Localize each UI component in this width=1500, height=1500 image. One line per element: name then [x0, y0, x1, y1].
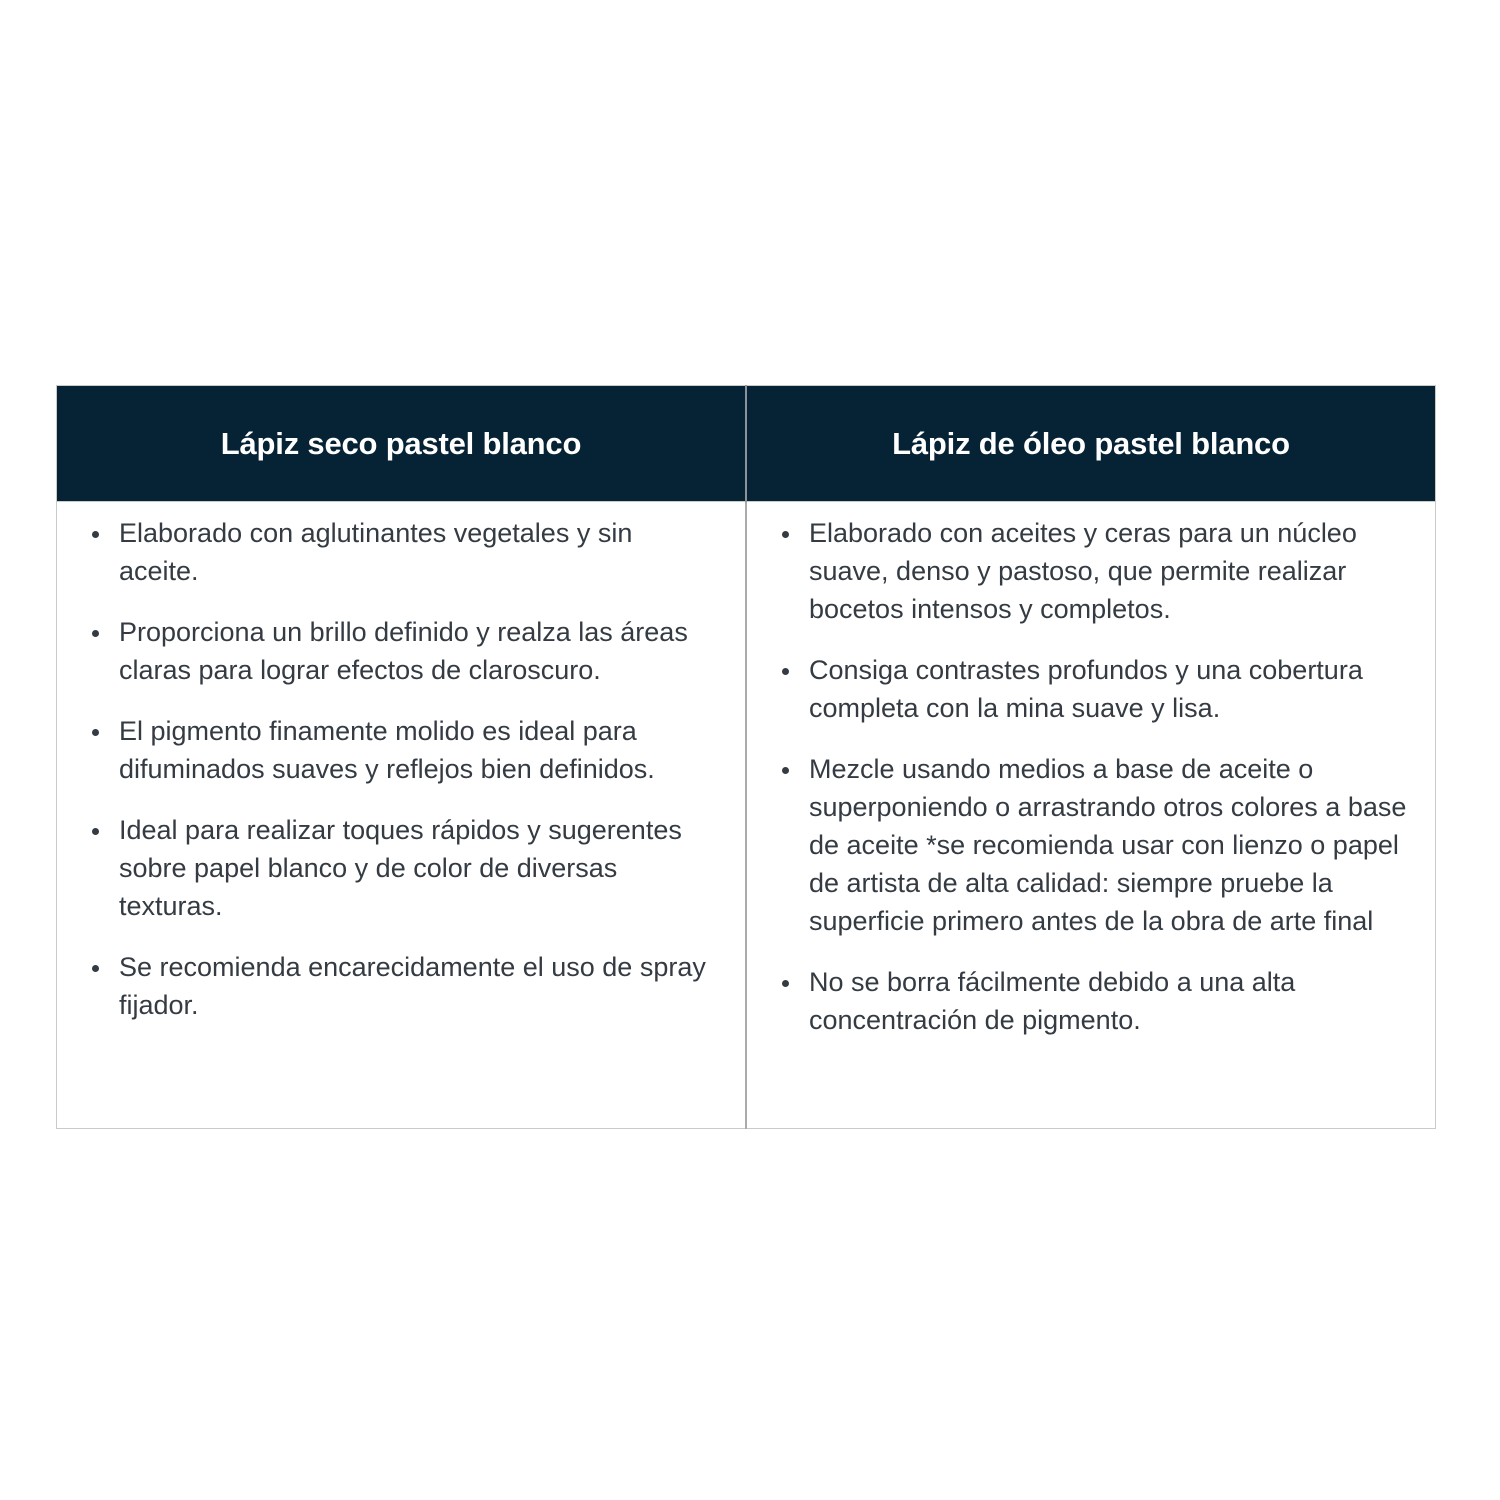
list-item: Consiga contrastes profundos y una cobertura completa con la mina suave y lisa.: [809, 651, 1407, 727]
oil-pastel-feature-list: [775, 514, 1407, 1039]
oil-pastel-cell: [746, 502, 1436, 1129]
table-header: [57, 386, 1436, 502]
dry-pastel-cell: [57, 502, 747, 1129]
header-row: [57, 386, 1436, 502]
dry-pastel-feature-list: [85, 514, 717, 1024]
table-body: [57, 502, 1436, 1129]
header-dry-pastel: Lápiz seco pastel blanco: [57, 386, 747, 502]
list-item: No se borra fácilmente debido a una alta concentración de pigmento.: [809, 963, 1407, 1039]
comparison-table: [56, 385, 1436, 1129]
list-item: Proporciona un brillo definido y realza las áreas claras para lograr efectos de claroscuro.: [119, 613, 717, 689]
list-item: Mezcle usando medios a base de aceite o superponiendo o arrastrando otros colores a base de aceite *se recomienda usar con lienzo o papel de artista de alta calidad: siempre pruebe la superficie primero antes de la obra de arte final: [809, 750, 1407, 940]
list-item: Elaborado con aglutinantes vegetales y sin aceite.: [119, 514, 717, 590]
list-item: Ideal para realizar toques rápidos y sugerentes sobre papel blanco y de color de diversas texturas.: [119, 811, 717, 925]
list-item: El pigmento finamente molido es ideal para difuminados suaves y reflejos bien definidos.: [119, 712, 717, 788]
list-item: Se recomienda encarecidamente el uso de spray fijador.: [119, 948, 717, 1024]
table-row: [57, 502, 1436, 1129]
header-oil-pastel: Lápiz de óleo pastel blanco: [746, 386, 1436, 502]
list-item: Elaborado con aceites y ceras para un núcleo suave, denso y pastoso, que permite realizar bocetos intensos y completos.: [809, 514, 1407, 628]
